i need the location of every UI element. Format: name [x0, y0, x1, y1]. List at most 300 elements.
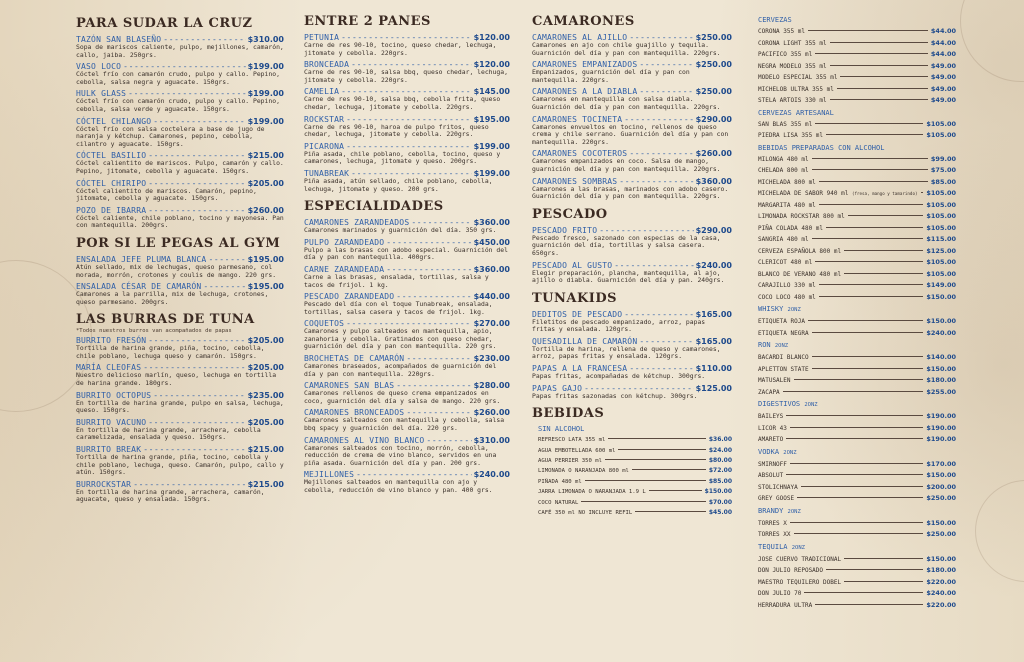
- drink-group-title: [758, 341, 956, 351]
- menu-item[interactable]: [304, 238, 510, 262]
- drink-group-title: [758, 543, 956, 553]
- item-description: Camarones en mantequilla con salsa diabla. Guarnición del día y pan con mantequilla. 220grs.: [532, 95, 721, 111]
- drink-item[interactable]: [758, 49, 956, 61]
- drink-group-title: [758, 448, 956, 458]
- drink-item[interactable]: [758, 316, 956, 328]
- item-price: $145.00: [473, 87, 510, 97]
- drink-price: $125.00: [926, 246, 956, 255]
- menu-item[interactable]: [304, 265, 510, 289]
- drink-item[interactable]: [758, 375, 956, 387]
- item-name: BURROCKSTAR: [76, 479, 132, 489]
- drink-name: REFRESCO LATA 355 ml: [538, 437, 606, 444]
- drink-item[interactable]: [758, 38, 956, 50]
- menu-item[interactable]: [304, 142, 510, 166]
- leader-line: [812, 356, 924, 357]
- item-description: Camarones a la parrilla, mix de lechuga, crotones, queso parmesano. 200grs.: [76, 290, 269, 306]
- drink-name-text: ETIQUETA NEGRA: [758, 329, 809, 337]
- drink-name-text: CORONA LIGHT 355 ml: [758, 39, 827, 47]
- menu-item[interactable]: [532, 60, 732, 84]
- drink-name: [758, 166, 809, 177]
- menu-item[interactable]: [304, 470, 510, 494]
- drink-item[interactable]: [758, 84, 956, 96]
- item-description: Camarones rellenos de queso crema empanizados en coco, guarnición del día y salsa de mango. 220 grs.: [304, 389, 501, 405]
- item-name: CAMARONES EMPANIZADOS: [532, 60, 638, 70]
- item-description: Atún sellado, mix de lechugas, queso parmesano, col morada, morrón, crotones y coulis de mango. 220 grs.: [76, 262, 277, 279]
- item-name: CARNE ZARANDEADA: [304, 264, 385, 274]
- subsection-title: SIN ALCOHOL: [538, 425, 585, 434]
- drink-name-text: JOSE CUERVO TRADICIONAL: [758, 555, 842, 563]
- item-name: PULPO ZARANDEADO: [304, 237, 385, 247]
- drink-item[interactable]: [758, 352, 956, 364]
- drink-price: $44.00: [930, 50, 956, 58]
- item-price: $195.00: [247, 254, 284, 264]
- drink-group: [758, 109, 956, 142]
- item-description: Tortilla de harina grande, piña, tocino, cebolla, chile poblano, lechuga queso y camarón. 150grs.: [76, 344, 265, 360]
- menu-item[interactable]: [532, 261, 732, 285]
- leader-line: [844, 273, 923, 274]
- drink-item[interactable]: [758, 364, 956, 376]
- drink-price: $180.00: [926, 566, 956, 574]
- group-name: WHISKY: [758, 305, 784, 313]
- item-description: Cóctel caliente, chile poblano, tocino y mayonesa. Pan con mantequilla. 200grs.: [76, 213, 284, 230]
- item-name: CAMARONES BRONCEADOS: [304, 408, 405, 418]
- drink-item[interactable]: [758, 130, 956, 142]
- drink-name: [758, 224, 823, 235]
- menu-item[interactable]: [76, 418, 284, 442]
- group-name: CERVEZAS ARTESANAL: [758, 108, 834, 117]
- menu-item[interactable]: [76, 480, 284, 504]
- menu-section: [76, 312, 284, 510]
- drink-name-text: PACIFICO 355 ml: [758, 51, 813, 58]
- item-name: CÓCTEL CHIRIPO: [76, 178, 147, 188]
- drink-item[interactable]: [758, 280, 956, 292]
- drink-item[interactable]: [758, 292, 956, 304]
- drink-price: $49.00: [930, 61, 956, 70]
- drink-group-title: [758, 16, 956, 25]
- drink-name: [758, 460, 787, 471]
- drink-name: [758, 73, 837, 84]
- menu-section: [76, 236, 284, 312]
- menu-item[interactable]: [532, 384, 732, 401]
- leader-line: [830, 65, 928, 66]
- drink-price: $70.00: [708, 498, 732, 506]
- item-description: Carne de res 90-10, salsa bbq, cebolla frita, queso chedar, lechuga, jitomate y cebolla. 220grs.: [304, 95, 501, 111]
- item-price: $215.00: [247, 445, 284, 455]
- menu-item[interactable]: [532, 177, 732, 201]
- drink-name-text: MILONGA 480 ml: [758, 155, 809, 163]
- drink-item[interactable]: [538, 487, 732, 497]
- item-price: $205.00: [247, 363, 284, 373]
- menu-item[interactable]: [76, 391, 284, 415]
- drink-price: $44.00: [930, 27, 956, 35]
- drink-name: AGUA EMBOTELLADA 600 ml: [538, 447, 616, 454]
- drink-name: JARRA LIMONADA O NARANJADA 1.9 L: [538, 489, 646, 496]
- leader-line: [819, 204, 924, 205]
- item-name: TUNABREAK: [304, 168, 350, 178]
- drink-price: $105.00: [926, 131, 956, 139]
- drink-name-text: HERRADURA ULTRA: [758, 601, 813, 609]
- item-description: En tortilla de harina grande, arrachera, cebolla caramelizada, ensalada y queso. 150grs.: [76, 425, 261, 442]
- menu-item[interactable]: [76, 151, 284, 175]
- drink-item[interactable]: [758, 200, 956, 212]
- item-description: Carne de res 90-10, tocino, queso chedar, lechuga, jitomate y cebolla. 220grs.: [304, 41, 497, 57]
- item-price: $125.00: [695, 383, 732, 393]
- item-price: $199.00: [473, 141, 510, 151]
- drink-name: [758, 578, 841, 589]
- leader-line: [618, 449, 705, 450]
- section-title: POR SI LE PEGAS AL GYM: [76, 235, 281, 251]
- section-title: PESCADO: [532, 206, 608, 222]
- drink-item[interactable]: [538, 477, 732, 487]
- drink-name: [758, 329, 809, 340]
- drink-group: [758, 305, 956, 339]
- drink-group: [758, 543, 956, 612]
- drink-name-text: ZACAPA: [758, 388, 780, 396]
- drink-group-title: [758, 109, 956, 118]
- drink-name-text: BLANCO DE VERANO 480 ml: [758, 270, 842, 278]
- section-title: ESPECIALIDADES: [304, 199, 444, 215]
- drink-item[interactable]: [758, 72, 956, 84]
- item-price: $440.00: [473, 292, 510, 302]
- drink-item[interactable]: [538, 498, 732, 508]
- item-name: BROCHETAS DE CAMARÓN: [304, 354, 405, 364]
- drink-item[interactable]: [758, 165, 956, 177]
- drink-price: $99.00: [930, 154, 956, 163]
- item-description: Sopa de mariscos caliente, pulpo, mejillones, camarón, callo, jaiba. 250grs.: [76, 43, 284, 59]
- item-description: Elegir preparación, plancha, mantequilla, al ajo, ajillo o diabla. Guarnición del día y pan. 240grs.: [532, 268, 725, 285]
- menu-item[interactable]: [304, 381, 510, 405]
- drink-name: [758, 189, 918, 200]
- drink-item[interactable]: [538, 446, 732, 456]
- drink-item[interactable]: [758, 328, 956, 340]
- menu-item[interactable]: [304, 319, 510, 351]
- menu-item[interactable]: [76, 89, 284, 113]
- drink-item[interactable]: [758, 246, 956, 258]
- item-description: Carne de res 90-10, salsa bbq, queso chedar, lechuga, jitomate y cebolla. 220grs.: [304, 68, 508, 84]
- menu-column-drinks: [758, 14, 956, 611]
- item-name: BURRITO FRESÓN: [76, 336, 147, 346]
- item-description: Camarones braseados, acompañados de guarnición del día y pan con mantequilla. 220grs.: [304, 362, 497, 378]
- item-name: BURRITO BREAK: [76, 445, 142, 455]
- menu-item[interactable]: [532, 87, 732, 111]
- item-name: CAMARONES ZARANDEADOS: [304, 218, 410, 228]
- drink-item[interactable]: [758, 177, 956, 189]
- drink-item[interactable]: [758, 119, 956, 131]
- drink-name: LIMONADA O NARANJADA 800 ml: [538, 468, 629, 475]
- leader-line: [921, 192, 924, 193]
- drink-name-text: MICHELADA 800 ml: [758, 178, 816, 186]
- menu-item[interactable]: [532, 310, 732, 334]
- menu-item[interactable]: [532, 337, 732, 361]
- drink-price: $105.00: [926, 258, 956, 266]
- item-price: $165.00: [695, 309, 732, 319]
- item-description: Pescado fresco, sazonado con especias de la casa, guarnición del día, tortillas y salsa casera. 650grs.: [532, 233, 721, 257]
- item-name: BRONCEADA: [304, 60, 350, 70]
- menu-column-3: [532, 14, 732, 519]
- drink-price: $220.00: [926, 577, 956, 586]
- drink-item[interactable]: [538, 466, 732, 476]
- drink-name: AGUA PERRIER 350 ml: [538, 458, 602, 465]
- drink-item[interactable]: [758, 554, 956, 566]
- drink-price: $105.00: [926, 119, 956, 128]
- drink-group: [758, 448, 956, 505]
- drink-item[interactable]: [758, 26, 956, 38]
- drink-name: [758, 412, 783, 423]
- leader-line: [812, 368, 924, 369]
- drink-name: [758, 155, 809, 166]
- item-price: $120.00: [473, 33, 510, 42]
- drink-item[interactable]: [538, 456, 732, 466]
- drink-price: $149.00: [926, 281, 956, 289]
- drink-name-text: TORRES XX: [758, 531, 791, 538]
- item-description: Camarones y pulpo salteados en mantequilla, apio, zanahoria y cebolla. Gratinados con queso chedar, guarnición del día y pan con mantequilla. 220 grs.: [304, 327, 497, 351]
- drink-price: $45.00: [708, 509, 732, 517]
- drink-price: $140.00: [926, 353, 956, 361]
- drink-name: [758, 120, 812, 131]
- menu-item[interactable]: [304, 115, 510, 139]
- menu-item[interactable]: [304, 218, 510, 235]
- leader-line: [585, 480, 706, 481]
- item-description: Cóctel frío con camarón crudo, pulpo y callo. Pepino, cebolla, salsa negra y aguacate. 150grs.: [76, 70, 280, 86]
- drink-price: $105.00: [926, 269, 956, 278]
- group-serving-size: 2ONZ: [783, 449, 797, 456]
- item-description: Carne de res 90-10, haroa de pulpo fritos, queso chedar, lechuga, jitomate y cebolla. 220grs.: [304, 122, 489, 139]
- item-description: En tortilla de harina grande, arrachera, camarón, aguacate, queso y ensalada. 150grs.: [76, 487, 265, 504]
- leader-line: [801, 486, 924, 487]
- leader-line: [812, 169, 928, 170]
- group-name: BEBIDAS PREPARADAS CON ALCOHOL: [758, 143, 885, 152]
- drink-price: $49.00: [930, 73, 956, 81]
- drink-item[interactable]: [758, 434, 956, 446]
- drink-price: $72.00: [708, 467, 732, 475]
- item-name: PETUNIA: [304, 33, 340, 42]
- item-name: DEDITOS DE PESCADO: [532, 309, 623, 319]
- item-name: CAMARONES COCOTEROS: [532, 149, 628, 159]
- menu-item[interactable]: [76, 445, 284, 477]
- drink-item[interactable]: [758, 423, 956, 435]
- menu-item[interactable]: [304, 87, 510, 111]
- item-name: ENSALADA JEFE PLUMA BLANCA: [76, 254, 207, 264]
- leader-line: [794, 379, 924, 380]
- drink-item[interactable]: [758, 387, 956, 399]
- drink-item[interactable]: [538, 508, 732, 518]
- menu-item[interactable]: [76, 206, 284, 230]
- menu-item[interactable]: [76, 179, 284, 203]
- decorative-swirl: [960, 0, 1024, 82]
- drink-group: [758, 341, 956, 398]
- drink-name-text: CHELADA 800 ml: [758, 167, 809, 174]
- menu-item[interactable]: [532, 364, 732, 381]
- drink-item[interactable]: [758, 154, 956, 166]
- drink-price: $49.00: [930, 84, 956, 93]
- item-name: BURRITO VACUNO: [76, 417, 147, 427]
- menu-item[interactable]: [76, 35, 284, 59]
- menu-item[interactable]: [304, 292, 510, 316]
- drink-group: [758, 144, 956, 304]
- item-price: $195.00: [247, 282, 284, 292]
- leader-line: [819, 181, 928, 182]
- drink-item[interactable]: [758, 61, 956, 73]
- drink-name-text: SAN BLAS 355 ml: [758, 120, 813, 128]
- drink-name: [758, 601, 812, 612]
- drink-price: $36.00: [708, 436, 732, 444]
- drink-name-text: APLETTON STATE: [758, 365, 809, 373]
- item-name: ROCKSTAR: [304, 114, 345, 124]
- leader-line: [812, 158, 928, 159]
- drink-name: [758, 494, 794, 505]
- item-name: VASO LOCO: [76, 62, 122, 72]
- item-price: $199.00: [247, 62, 284, 72]
- drink-flavors: (fresa, mango y tamarindo): [851, 191, 918, 196]
- drink-name-text: ABSOLUT: [758, 472, 784, 479]
- item-price: $205.00: [247, 417, 284, 427]
- item-price: $165.00: [695, 336, 732, 346]
- leader-line: [815, 123, 923, 124]
- drink-price: $44.00: [930, 38, 956, 47]
- drink-name: [758, 555, 841, 566]
- leader-line: [837, 88, 928, 89]
- item-price: $360.00: [473, 218, 510, 228]
- drink-price: $170.00: [926, 459, 956, 468]
- section-note: *Todos nuestros burros van acompañados de papas: [76, 328, 232, 335]
- menu-item[interactable]: [76, 336, 284, 360]
- drink-name-text: MICHELADA DE SABOR 940 ml: [758, 190, 849, 197]
- drink-item[interactable]: [758, 529, 956, 541]
- menu-item[interactable]: [304, 33, 510, 57]
- drink-price: $190.00: [926, 412, 956, 420]
- menu-item[interactable]: [304, 60, 510, 84]
- drink-item[interactable]: [758, 257, 956, 269]
- group-name: TEQUILA: [758, 542, 788, 551]
- menu-item[interactable]: [76, 62, 284, 86]
- menu-item[interactable]: [532, 226, 732, 258]
- drink-price: $240.00: [926, 328, 956, 337]
- drink-name: [758, 50, 812, 61]
- drink-item[interactable]: [758, 600, 956, 612]
- drink-price: $105.00: [926, 200, 956, 209]
- drink-item[interactable]: [758, 269, 956, 281]
- menu-item[interactable]: [76, 255, 284, 279]
- drink-name: [758, 388, 780, 399]
- drink-name: [758, 566, 823, 577]
- drink-item[interactable]: [758, 234, 956, 246]
- drink-item[interactable]: [758, 482, 956, 494]
- leader-line: [830, 42, 928, 43]
- drink-group-title: [758, 400, 956, 410]
- drink-item[interactable]: [758, 518, 956, 530]
- menu-item[interactable]: [304, 354, 510, 378]
- leader-line: [840, 76, 927, 77]
- leader-line: [815, 604, 923, 605]
- item-name: COQUETOS: [304, 319, 345, 329]
- leader-line: [786, 438, 923, 439]
- drink-item[interactable]: [758, 411, 956, 423]
- menu-item[interactable]: [532, 33, 732, 57]
- drink-name: [758, 39, 827, 50]
- drink-name: PIÑADA 480 ml: [538, 478, 582, 485]
- item-price: $230.00: [473, 354, 510, 364]
- leader-line: [826, 134, 923, 135]
- drink-item[interactable]: [758, 588, 956, 600]
- menu-item[interactable]: [76, 363, 284, 387]
- menu-item[interactable]: [304, 169, 510, 193]
- section-title: LAS BURRAS DE TUNA: [76, 312, 255, 328]
- item-description: En tortilla de harina grande, pulpo en salsa, lechuga, queso. 150grs.: [76, 398, 284, 415]
- menu-item[interactable]: [304, 436, 510, 468]
- item-price: $290.00: [695, 225, 732, 235]
- menu-item[interactable]: [76, 282, 284, 306]
- leader-line: [844, 581, 923, 582]
- drink-item[interactable]: [758, 493, 956, 505]
- drink-group: [758, 507, 956, 541]
- section-title: BEBIDAS: [532, 406, 605, 422]
- item-description: Cóctel frío con salsa coctelera a base de jugo de naranja y kétchup. Camarones, pepino, cebolla, cilantro y aguacate. 150grs.: [76, 124, 265, 148]
- drink-price: $240.00: [926, 589, 956, 597]
- drink-name-text: PIEDRA LISA 355 ml: [758, 132, 824, 139]
- item-name: CAMARONES SOMBRAS: [532, 176, 618, 186]
- leader-line: [632, 469, 706, 470]
- drink-item[interactable]: [758, 577, 956, 589]
- item-price: $260.00: [473, 408, 510, 418]
- menu-item[interactable]: [532, 115, 732, 147]
- item-name: PESCADO FRITO: [532, 225, 598, 235]
- drink-name-text: LIMONADA ROCKSTAR 800 ml: [758, 213, 845, 220]
- item-description: Pescado del día con el toque Tunabreak, ensalada, tortillas, salsa casera y tacos de frijol. 1kg.: [304, 300, 493, 316]
- drink-name-text: CLERICOT 480 ml: [758, 259, 813, 266]
- drink-item[interactable]: [758, 470, 956, 482]
- drink-name: [758, 471, 783, 482]
- drink-item[interactable]: [538, 435, 732, 445]
- drink-name-text: MICHELOB ULTRA 355 ml: [758, 85, 834, 93]
- drink-item[interactable]: [758, 95, 956, 107]
- drink-item[interactable]: [758, 565, 956, 577]
- leader-line: [794, 533, 924, 534]
- item-price: $290.00: [695, 114, 732, 124]
- leader-line: [808, 320, 923, 321]
- item-name: CÓCTEL CHILANGO: [76, 116, 152, 126]
- item-description: Camarones salteados con mantequilla y cebolla, salsa bbq spacy y guarnición del día. 220 grs.: [304, 416, 505, 433]
- leader-line: [812, 238, 924, 239]
- drink-item[interactable]: [758, 459, 956, 471]
- item-price: $260.00: [695, 149, 732, 159]
- drink-price: $190.00: [926, 435, 956, 443]
- drink-price: $75.00: [930, 166, 956, 174]
- group-serving-size: 2ONZ: [791, 544, 805, 551]
- section-title: ENTRE 2 PANES: [304, 14, 431, 29]
- drink-name: [758, 281, 816, 292]
- menu-item[interactable]: [532, 149, 732, 173]
- drink-name: [758, 519, 787, 530]
- group-serving-size: 2ONZ: [804, 402, 818, 408]
- menu-item[interactable]: [304, 408, 510, 432]
- drink-item[interactable]: [758, 223, 956, 235]
- item-name: TAZÓN SAN BLASEÑO: [76, 35, 162, 44]
- drink-item[interactable]: [758, 211, 956, 223]
- drink-item[interactable]: [758, 188, 956, 200]
- drink-name: [758, 131, 823, 142]
- item-description: Cóctel calientito de mariscos. Pulpo, camarón y callo. Pepino, jitomate, cebolla y aguacate. 150grs.: [76, 159, 284, 175]
- group-name: DIGESTIVOS: [758, 400, 801, 408]
- leader-line: [815, 261, 923, 262]
- drink-name: [758, 62, 827, 73]
- item-description: Camarones salteados con tocino, morrón, cebolla, reducción de crema de vino blanco, servidos en una piña asada. Guarnición del día y pan. 200 grs.: [304, 443, 497, 467]
- menu-item[interactable]: [76, 117, 284, 149]
- item-description: Papas fritas, acompañadas de kétchup. 300grs.: [532, 372, 706, 381]
- leader-line: [608, 438, 705, 439]
- group-serving-size: 2ONZ: [787, 307, 801, 313]
- drink-price: $150.00: [926, 554, 956, 563]
- drink-name-text: GREY GOOSE: [758, 495, 795, 502]
